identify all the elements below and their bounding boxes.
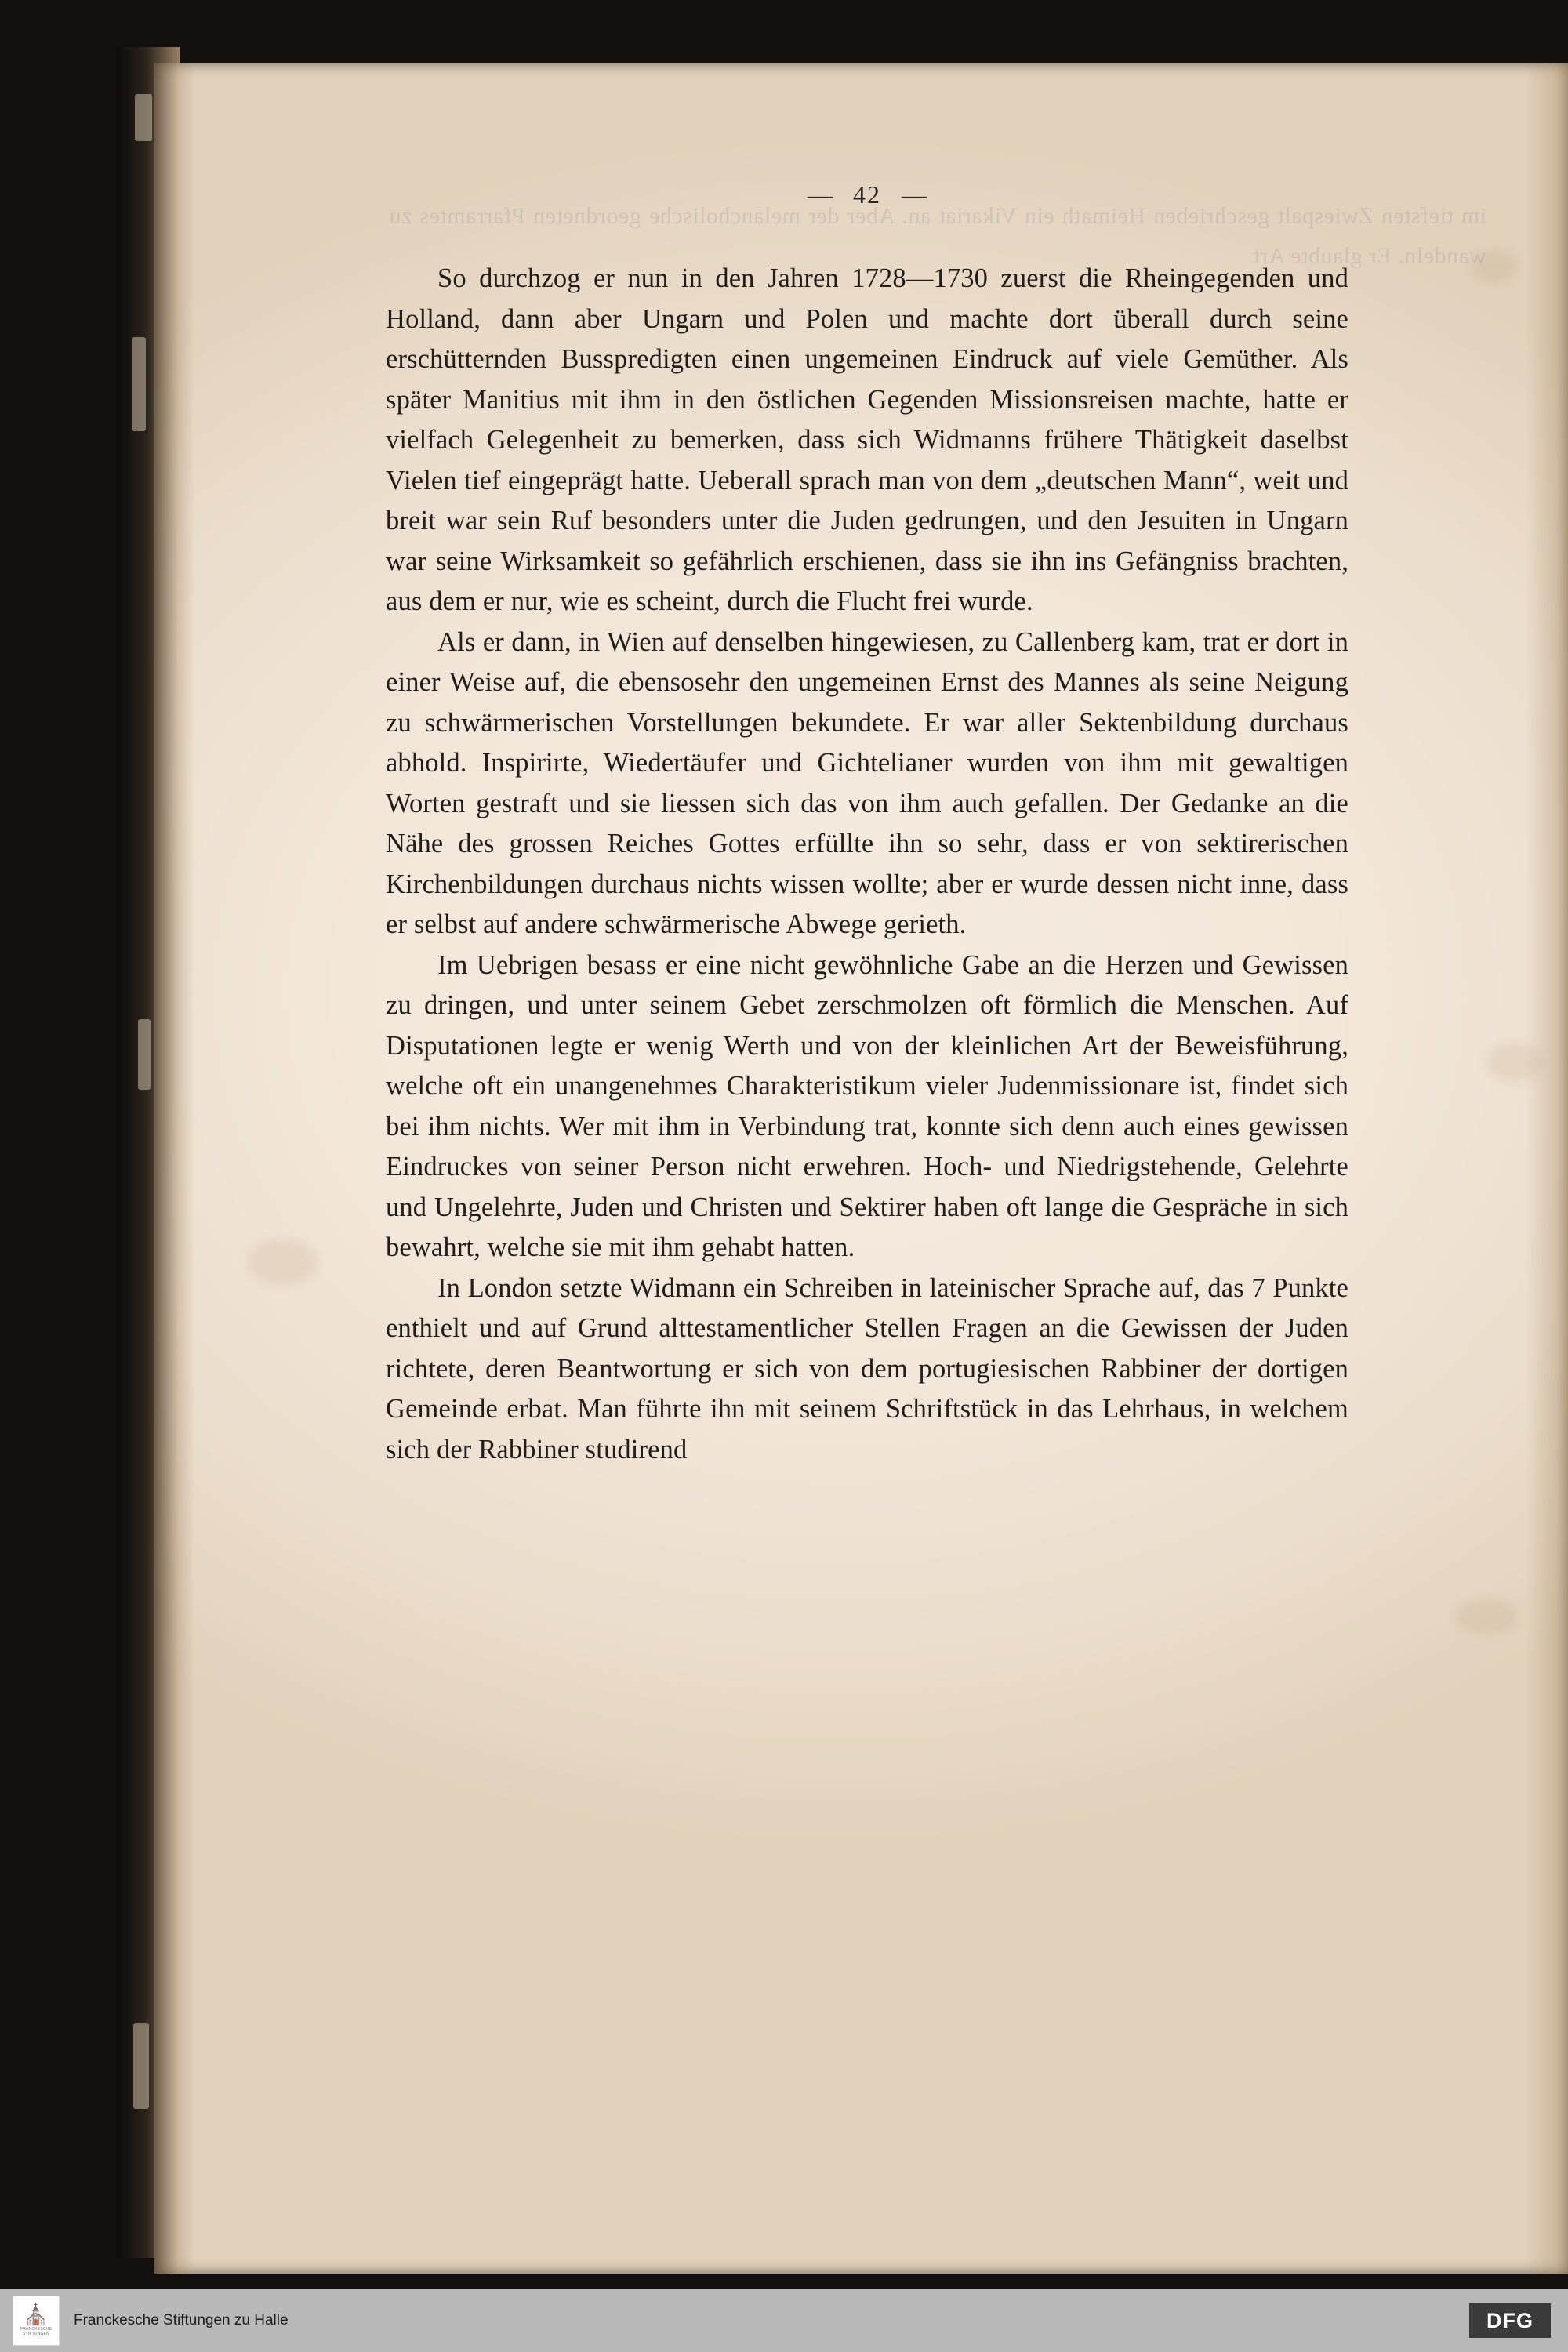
page-right-edge	[1526, 63, 1568, 2274]
bleed-through-text: im tiefsten Zwiespalt geschrieben Heimath ein Vikariat an. Aber der melancholische geordneten Pfarramtes zu wandeln. Er glaubte Art	[389, 203, 1486, 269]
library-name-label: Franckesche Stiftungen zu Halle	[74, 2312, 289, 2328]
paragraph: So durchzog er nun in den Jahren 1728—1730 zuerst die Rheingegenden und Holland, dann aber Ungarn und Polen und machte dort überall durch seine erschütternden Busspredigten einen ungemeinen Eindruck auf viele Gemüther. Als später Manitius mit ihm in den östlichen Gegenden Missionsreisen machte, hatte er vielfach Gelegenheit zu bemerken, dass sich Widmanns frühere Thätigkeit daselbst Vielen tief eingeprägt hatte. Ueberall sprach man von dem „deutschen Mann“, weit und breit war sein Ruf besonders unter die Juden gedrungen, und den Jesuiten in Ungarn war seine Wirksamkeit so gefährlich erschienen, dass sie ihn ins Gefängniss brachten, aus dem er nur, wie es scheint, durch die Flucht frei wurde.	[386, 263, 1348, 616]
paper-edge-fragment	[135, 94, 152, 141]
paragraph: Als er dann, in Wien auf denselben hingewiesen, zu Callenberg kam, trat er dort in einer Weise auf, die ebensosehr den ungemeinen Ernst des Mannes als seine Neigung zu schwärmerischen Vorstellungen bekundete. Er war aller Sektenbildung durchaus abhold. Inspirirte, Wiedertäufer und Gichtelianer wurden von ihm mit gewaltigen Worten gestraft und sie liessen sich das von ihm auch gefallen. Der Gedanke an die Nähe des grossen Reiches Gottes erfüllte ihn so sehr, dass er von sektirerischen Kirchenbildungen durchaus nichts wissen wollte; aber er wurde dessen nicht inne, dass er selbst auf andere schwärmerische Abwege gerieth.	[386, 626, 1348, 939]
foxing-spot	[1471, 251, 1518, 282]
building-icon: ⛪	[23, 2303, 49, 2326]
folio-dash-right: —	[902, 180, 927, 209]
foxing-spot	[1486, 1043, 1541, 1082]
paper-edge-fragment	[138, 1019, 151, 1090]
paper-edge-fragment	[133, 2023, 149, 2109]
paragraph: Im Uebrigen besass er eine nicht gewöhnliche Gabe an die Herzen und Gewissen zu dringen, und unter seinem Gebet zerschmolzen oft förmlich die Menschen. Auf Disputationen legte er wenig Werth und von der kleinlichen Art der Beweisführung, welche oft ein unangenehmes Charakteristikum vieler Judenmissionare ist, findet sich bei ihm nichts. Wer mit ihm in Verbindung trat, konnte sich denn auch eines gewissen Eindruckes von seiner Person nicht erwehren. Hoch- und Niedrigstehende, Gelehrte und Ungelehrte, Juden und Christen und Sektirer haben oft lange die Gespräche in sich bewahrt, welche sie mit ihm gehabt hatten.	[386, 949, 1348, 1262]
paper-edge-fragment	[132, 337, 146, 431]
foxing-spot	[1455, 1599, 1518, 1635]
library-stamp-caption: FRANCKESCHE STIFTUNGEN	[20, 2327, 52, 2336]
viewer-bottom-bar	[0, 2289, 1568, 2352]
page-left-edge	[154, 63, 194, 2274]
document-page	[154, 63, 1568, 2274]
library-stamp-logo	[13, 2296, 60, 2346]
page-folio	[154, 180, 1568, 209]
paragraph: In London setzte Widmann ein Schreiben in lateinischer Sprache auf, das 7 Punkte enthielt und auf Grund alttestamentlicher Stellen Fragen an die Gewissen der Juden richtete, deren Beantwortung er sich von dem portugiesischen Rabbiner der dortigen Gemeinde erbat. Man führte ihn mit seinem Schriftstück in das Lehrhaus, in welchem sich der Rabbiner studirend	[386, 1272, 1348, 1465]
foxing-spot	[248, 1239, 318, 1286]
dfg-logo: DFG	[1469, 2303, 1551, 2338]
folio-number: 42	[853, 180, 881, 209]
page-body-text	[386, 259, 1348, 1470]
folio-dash-left: —	[808, 180, 833, 209]
